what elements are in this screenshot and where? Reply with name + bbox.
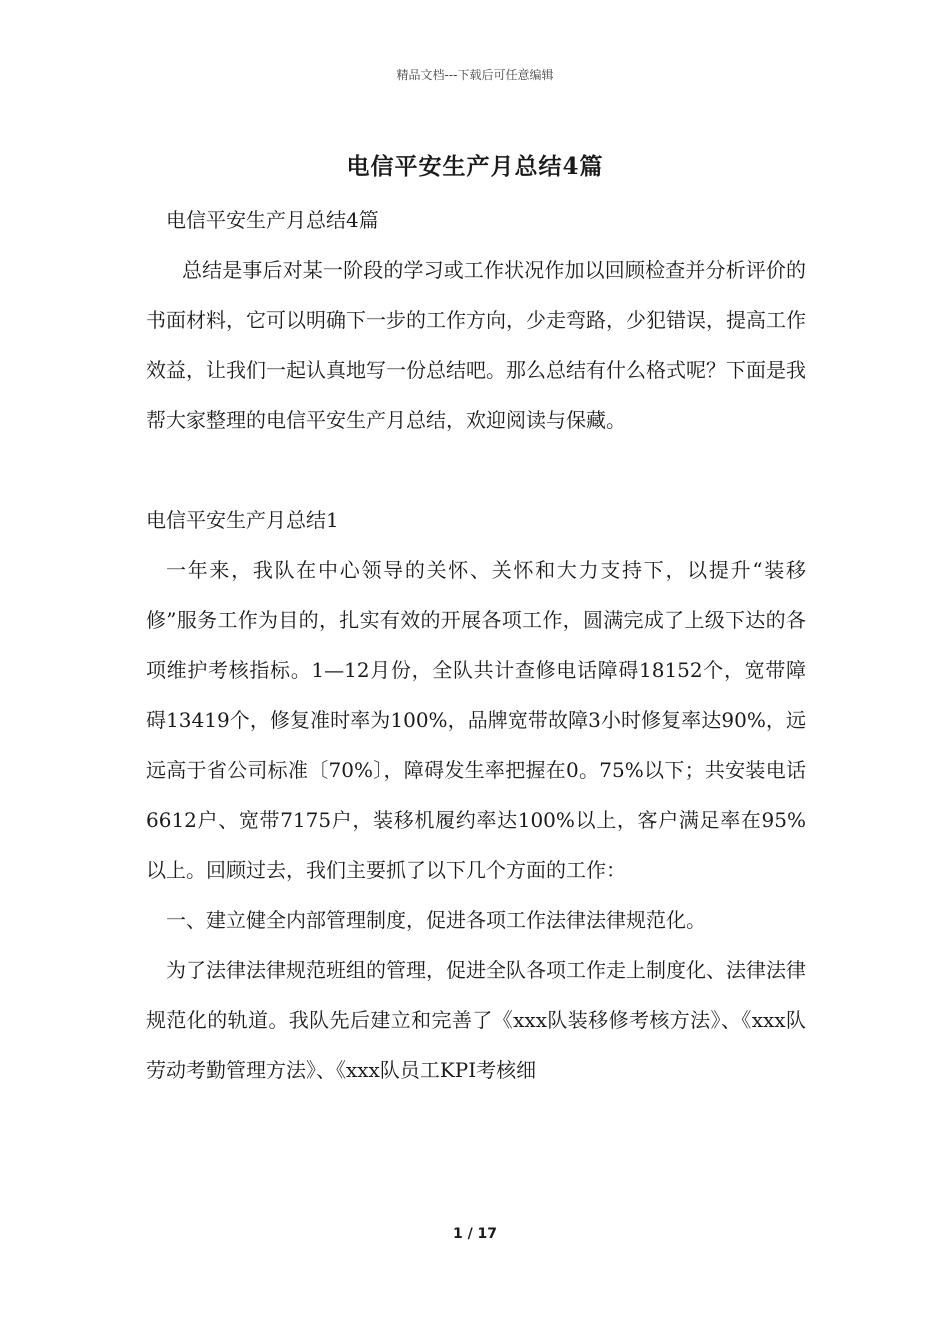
subsection-heading: 一、建立健全内部管理制度，促进各项工作法律法律规范化。 [166,908,706,932]
body-paragraph: 一年来，我队在中心领导的关怀、关怀和大力支持下，以提升“装移修”服务工作为目的，扎实有效的开展各项工作，圆满完成了上级下达的各项维护考核指标。1—12月份，全队共计查修电话障碍18152个，宽带障碍13419个，修复准时率为100%，品牌宽带故障3小时修复率达90%，远远高于省公司标准〔70%〕，障碍发生率把握在0。75%以下；共安装电话6612户、宽带7175户，装移机履约率达100%以上，客户满足率在95%以上。回顾过去，我们主要抓了以下几个方面的工作： [146,558,806,882]
header-note: 精品文档---下载后可任意编辑 [396,68,554,82]
document-body [146,195,806,1095]
page-number: 1 / 17 [452,1226,498,1242]
body-paragraph: 为了法律法律规范班组的管理，促进全队各项工作走上制度化、法律法律规范化的轨道。我队先后建立和完善了《xxx队装移修考核方法》、《xxx队劳动考勤管理方法》、《xxx队员工KPI考核细 [146,958,806,1082]
document-title: 电信平安生产月总结4篇 [346,153,604,180]
section-heading: 电信平安生产月总结1 [146,508,339,532]
paragraph-gap [146,445,806,495]
subtitle-paragraph: 电信平安生产月总结4篇 [166,208,379,232]
intro-paragraph: 总结是事后对某一阶段的学习或工作状况作加以回顾检查并分析评价的书面材料，它可以明确下一步的工作方向，少走弯路，少犯错误，提高工作效益，让我们一起认真地写一份总结吧。那么总结有什么格式呢？下面是我帮大家整理的电信平安生产月总结，欢迎阅读与保藏。 [146,258,806,432]
